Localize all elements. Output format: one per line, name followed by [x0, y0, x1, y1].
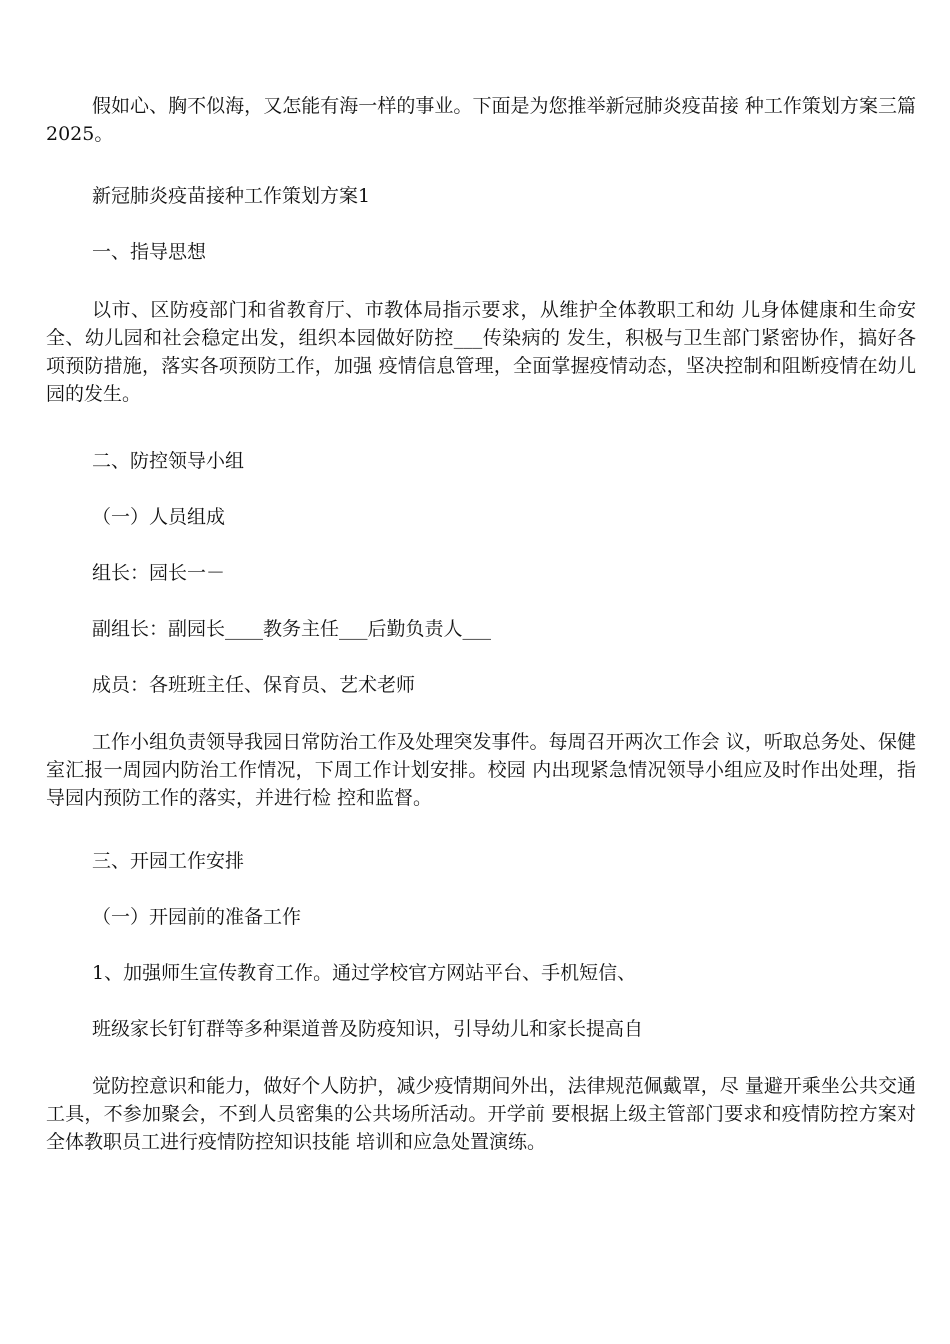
guiding-ideology-paragraph: 以市、区防疫部门和省教育厅、市教体局指示要求，从维护全体教职工和幼 儿身体健康和生命安全、幼儿园和社会稳定出发，组织本园做好防控___传染病的 发生，积极与卫生部门紧密协作，搞好各项预防措施，落实各项预防工作，加强 疫情信息管理，全面掌握疫情动态，坚决控制和阻断疫情在幼儿园的发生。 [46, 299, 916, 405]
item-1-continuation-paragraph: 觉防控意识和能力，做好个人防护，减少疫情期间外出，法律规范佩戴罩，尽 量避开乘坐公共交通工具，不参加聚会，不到人员密集的公共场所活动。开学前 要根据上级主管部门要求和疫情防控方案对全体教职员工进行疫情防控知识技能 培训和应急处置演练。 [46, 1075, 916, 1153]
section-heading-guiding-ideology: 一、指导思想 [92, 241, 207, 263]
group-leader-line: 组长：园长一－ [92, 562, 226, 584]
item-1-line-2: 班级家长钉钉群等多种渠道普及防疫知识，引导幼儿和家长提高自 [92, 1018, 644, 1040]
section-heading-leadership-group: 二、防控领导小组 [92, 450, 245, 472]
deputy-leader-line: 副组长：副园长____教务主任___后勤负责人___ [92, 618, 492, 640]
item-1-line-1: 1、加强师生宣传教育工作。通过学校官方网站平台、手机短信、 [92, 962, 637, 984]
intro-paragraph: 假如心、胸不似海，又怎能有海一样的事业。下面是为您推举新冠肺炎疫苗接 种工作策划方案三篇2025。 [46, 95, 916, 145]
members-line: 成员：各班班主任、保育员、艺术老师 [92, 674, 416, 696]
working-group-paragraph: 工作小组负责领导我园日常防治工作及处理突发事件。每周召开两次工作会 议，听取总务处、保健室汇报一周园内防治工作情况，下周工作计划安排。校园 内出现紧急情况领导小组应及时作出处理，指导园内预防工作的落实，并进行检 控和监督。 [46, 731, 916, 809]
subsection-heading-members: （一）人员组成 [92, 506, 226, 528]
plan-title: 新冠肺炎疫苗接种工作策划方案1 [92, 185, 371, 207]
subsection-heading-preparation: （一）开园前的准备工作 [92, 906, 302, 928]
section-heading-opening-arrangements: 三、开园工作安排 [92, 850, 245, 872]
